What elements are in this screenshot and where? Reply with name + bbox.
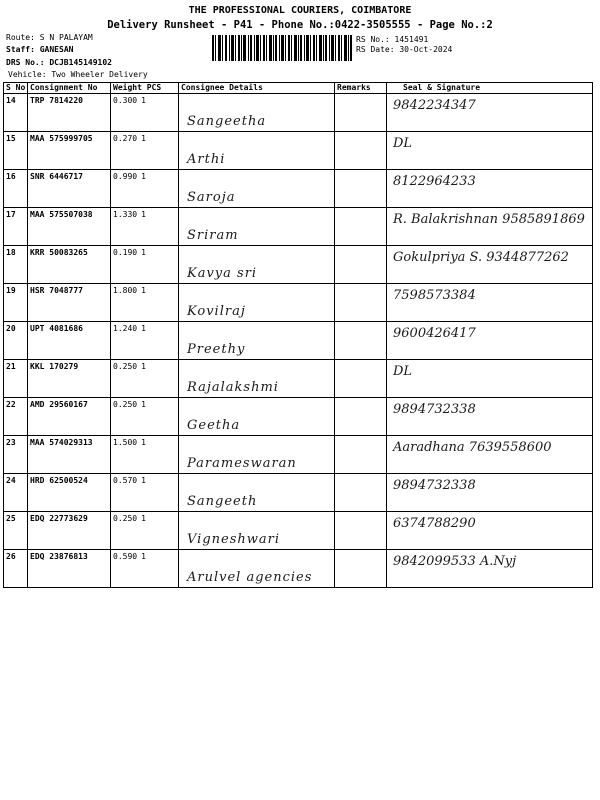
consignee-cell <box>179 512 335 550</box>
table-row <box>4 474 593 512</box>
signature-handwriting: 6374788290 <box>393 516 476 531</box>
signature-handwriting: R. Balakrishnan 9585891869 <box>393 212 585 227</box>
weight-pcs-cell <box>111 436 179 474</box>
rs-date-line <box>356 45 452 55</box>
col-pcs: PCS <box>146 83 162 92</box>
consignee-wrap <box>181 398 332 435</box>
seal-wrap <box>389 284 590 321</box>
col-consignment: Consignment No <box>28 83 111 94</box>
table-row <box>4 322 593 360</box>
consignment-value: UPT 4081686 <box>30 324 83 333</box>
seal-cell <box>387 208 593 246</box>
sno-cell <box>4 550 28 588</box>
sno-value: 17 <box>6 210 16 219</box>
sno-cell <box>4 398 28 436</box>
sno-cell <box>4 284 28 322</box>
signature-handwriting: Gokulpriya S. 9344877262 <box>393 250 569 265</box>
consignee-wrap <box>181 436 332 473</box>
consignee-cell <box>179 474 335 512</box>
seal-cell <box>387 322 593 360</box>
consignment-value: AMD 29560167 <box>30 400 88 409</box>
pcs-value: 1 <box>141 210 146 219</box>
consignment-cell <box>28 474 111 512</box>
weight-value: 0.990 <box>113 172 138 181</box>
sno-cell <box>4 246 28 284</box>
staff-line <box>6 45 73 54</box>
weight-pcs-cell <box>111 512 179 550</box>
weight-value: 0.250 <box>113 514 138 523</box>
seal-wrap <box>389 132 590 169</box>
table-row <box>4 170 593 208</box>
consignment-value: HRD 62500524 <box>30 476 88 485</box>
table-row <box>4 132 593 170</box>
sno-cell <box>4 322 28 360</box>
consignment-cell <box>28 94 111 132</box>
consignment-cell <box>28 512 111 550</box>
vehicle-label: Vehicle: <box>8 70 47 79</box>
consignee-handwriting: Rajalakshmi <box>187 380 279 395</box>
consignee-wrap <box>181 170 332 207</box>
consignment-cell <box>28 398 111 436</box>
sno-cell <box>4 512 28 550</box>
pcs-value: 1 <box>141 514 146 523</box>
remarks-cell <box>335 474 387 512</box>
seal-wrap <box>389 170 590 207</box>
sno-cell <box>4 474 28 512</box>
remarks-cell <box>335 132 387 170</box>
consignment-value: KRR 50083265 <box>30 248 88 257</box>
seal-wrap <box>389 322 590 359</box>
runsheet-table <box>3 82 593 588</box>
sno-cell <box>4 208 28 246</box>
signature-handwriting: 9842099533 A.Nyj <box>393 554 517 569</box>
sno-value: 26 <box>6 552 16 561</box>
rs-date-label: RS Date: <box>356 45 395 54</box>
sno-value: 22 <box>6 400 16 409</box>
consignee-cell <box>179 550 335 588</box>
weight-pcs-cell <box>111 360 179 398</box>
pcs-value: 1 <box>141 476 146 485</box>
sno-value: 19 <box>6 286 16 295</box>
col-sno: S No <box>4 83 28 94</box>
table-row <box>4 94 593 132</box>
remarks-cell <box>335 436 387 474</box>
consignment-cell <box>28 170 111 208</box>
consignment-cell <box>28 360 111 398</box>
consignment-cell <box>28 322 111 360</box>
pcs-value: 1 <box>141 286 146 295</box>
remarks-cell <box>335 360 387 398</box>
signature-handwriting: 9894732338 <box>393 478 476 493</box>
signature-handwriting: DL <box>393 136 413 151</box>
pcs-value: 1 <box>141 400 146 409</box>
seal-cell <box>387 94 593 132</box>
pcs-value: 1 <box>141 172 146 181</box>
consignee-handwriting: Preethy <box>187 342 246 357</box>
seal-cell <box>387 170 593 208</box>
consignment-cell <box>28 132 111 170</box>
rs-info <box>356 35 452 55</box>
consignment-cell <box>28 436 111 474</box>
signature-handwriting: 9894732338 <box>393 402 476 417</box>
seal-cell <box>387 512 593 550</box>
consignee-handwriting: Geetha <box>187 418 241 433</box>
remarks-cell <box>335 398 387 436</box>
consignee-wrap <box>181 132 332 169</box>
consignee-handwriting: Sangeeth <box>187 494 258 509</box>
signature-handwriting: 9600426417 <box>393 326 476 341</box>
pcs-value: 1 <box>141 248 146 257</box>
table-row <box>4 512 593 550</box>
weight-pcs-cell <box>111 94 179 132</box>
col-seal: Seal & Signature <box>387 83 593 94</box>
sno-cell <box>4 94 28 132</box>
sno-value: 18 <box>6 248 16 257</box>
consignment-value: MAA 575999705 <box>30 134 93 143</box>
consignment-cell <box>28 208 111 246</box>
remarks-cell <box>335 512 387 550</box>
route-label: Route: <box>6 33 35 42</box>
weight-value: 0.590 <box>113 552 138 561</box>
consignee-handwriting: Saroja <box>187 190 236 205</box>
sno-value: 14 <box>6 96 16 105</box>
weight-value: 0.270 <box>113 134 138 143</box>
weight-value: 1.800 <box>113 286 138 295</box>
weight-value: 0.190 <box>113 248 138 257</box>
weight-pcs-cell <box>111 398 179 436</box>
seal-cell <box>387 550 593 588</box>
drs-value: DCJB145149102 <box>49 58 112 67</box>
seal-wrap <box>389 246 590 283</box>
consignment-cell <box>28 246 111 284</box>
sno-value: 15 <box>6 134 16 143</box>
remarks-cell <box>335 284 387 322</box>
vehicle-line <box>8 70 148 79</box>
remarks-cell <box>335 94 387 132</box>
route-value: S N PALAYAM <box>39 33 93 42</box>
sno-value: 24 <box>6 476 16 485</box>
barcode-image <box>212 35 352 61</box>
table-row <box>4 208 593 246</box>
runsheet-title: Delivery Runsheet - P41 - Phone No.:0422-3505555 - Page No.:2 <box>107 19 493 31</box>
pcs-value: 1 <box>141 134 146 143</box>
signature-handwriting: Aaradhana 7639558600 <box>393 440 552 455</box>
col-remarks: Remarks <box>335 83 387 94</box>
pcs-value: 1 <box>141 362 146 371</box>
weight-value: 0.250 <box>113 362 138 371</box>
signature-handwriting: 8122964233 <box>393 174 476 189</box>
remarks-cell <box>335 246 387 284</box>
weight-pcs-cell <box>111 132 179 170</box>
consignee-handwriting: Kovilraj <box>187 304 246 319</box>
sno-value: 23 <box>6 438 16 447</box>
weight-pcs-cell <box>111 550 179 588</box>
seal-wrap <box>389 550 590 587</box>
seal-wrap <box>389 474 590 511</box>
table-row <box>4 284 593 322</box>
col-consignee: Consignee Details <box>179 83 335 94</box>
weight-pcs-cell <box>111 322 179 360</box>
consignment-value: EDQ 23876813 <box>30 552 88 561</box>
weight-pcs-cell <box>111 246 179 284</box>
table-row <box>4 398 593 436</box>
consignment-value: SNR 6446717 <box>30 172 83 181</box>
consignee-cell <box>179 246 335 284</box>
seal-cell <box>387 474 593 512</box>
drs-line <box>6 58 112 67</box>
signature-handwriting: DL <box>393 364 413 379</box>
consignee-wrap <box>181 322 332 359</box>
remarks-cell <box>335 322 387 360</box>
table-row <box>4 436 593 474</box>
remarks-cell <box>335 550 387 588</box>
consignee-cell <box>179 170 335 208</box>
seal-wrap <box>389 208 590 245</box>
signature-handwriting: 7598573384 <box>393 288 476 303</box>
consignee-wrap <box>181 94 332 131</box>
remarks-cell <box>335 208 387 246</box>
rs-no-value: 1451491 <box>394 35 429 44</box>
weight-pcs-cell <box>111 474 179 512</box>
drs-label: DRS No.: <box>6 58 45 67</box>
table-row <box>4 246 593 284</box>
sno-value: 20 <box>6 324 16 333</box>
col-weight-pcs <box>111 83 179 94</box>
consignee-handwriting: Arulvel agencies <box>187 570 313 585</box>
seal-cell <box>387 398 593 436</box>
consignee-wrap <box>181 284 332 321</box>
seal-wrap <box>389 398 590 435</box>
sno-cell <box>4 170 28 208</box>
consignee-cell <box>179 322 335 360</box>
pcs-value: 1 <box>141 324 146 333</box>
company-title: THE PROFESSIONAL COURIERS, COIMBATORE <box>188 5 412 16</box>
staff-value: GANESAN <box>39 45 74 54</box>
consignee-wrap <box>181 360 332 397</box>
seal-wrap <box>389 360 590 397</box>
remarks-cell <box>335 170 387 208</box>
col-weight: Weight <box>113 83 142 92</box>
sno-cell <box>4 132 28 170</box>
signature-handwriting: 9842234347 <box>393 98 476 113</box>
table-row <box>4 360 593 398</box>
weight-value: 0.250 <box>113 400 138 409</box>
seal-wrap <box>389 436 590 473</box>
table-header-row <box>4 83 593 94</box>
consignee-handwriting: Sangeetha <box>187 114 267 129</box>
seal-wrap <box>389 94 590 131</box>
staff-label: Staff: <box>6 45 35 54</box>
weight-value: 1.500 <box>113 438 138 447</box>
consignment-cell <box>28 550 111 588</box>
consignee-wrap <box>181 512 332 549</box>
consignee-cell <box>179 436 335 474</box>
consignee-handwriting: Vigneshwari <box>187 532 280 547</box>
consignee-cell <box>179 208 335 246</box>
consignee-cell <box>179 132 335 170</box>
route-line <box>6 33 93 42</box>
weight-value: 1.240 <box>113 324 138 333</box>
table-body <box>4 94 593 588</box>
consignment-cell <box>28 284 111 322</box>
seal-cell <box>387 284 593 322</box>
consignee-handwriting: Sriram <box>187 228 239 243</box>
consignee-cell <box>179 284 335 322</box>
consignee-cell <box>179 94 335 132</box>
consignee-wrap <box>181 246 332 283</box>
pcs-value: 1 <box>141 438 146 447</box>
consignment-value: MAA 574029313 <box>30 438 93 447</box>
consignee-wrap <box>181 550 332 587</box>
consignee-cell <box>179 360 335 398</box>
seal-cell <box>387 132 593 170</box>
weight-value: 0.300 <box>113 96 138 105</box>
consignee-wrap <box>181 208 332 245</box>
table-row <box>4 550 593 588</box>
consignee-handwriting: Kavya sri <box>187 266 258 281</box>
weight-pcs-cell <box>111 170 179 208</box>
rs-no-line <box>356 35 452 45</box>
sno-cell <box>4 360 28 398</box>
consignee-cell <box>179 398 335 436</box>
sno-cell <box>4 436 28 474</box>
consignment-value: KKL 170279 <box>30 362 79 371</box>
weight-pcs-cell <box>111 208 179 246</box>
consignee-handwriting: Parameswaran <box>187 456 297 471</box>
seal-cell <box>387 246 593 284</box>
weight-pcs-cell <box>111 284 179 322</box>
weight-value: 0.570 <box>113 476 138 485</box>
consignee-handwriting: Arthi <box>187 152 226 167</box>
sno-value: 16 <box>6 172 16 181</box>
rs-date-value: 30-Oct-2024 <box>399 45 453 54</box>
consignment-value: EDQ 22773629 <box>30 514 88 523</box>
consignee-wrap <box>181 474 332 511</box>
sno-value: 21 <box>6 362 16 371</box>
pcs-value: 1 <box>141 552 146 561</box>
weight-value: 1.330 <box>113 210 138 219</box>
seal-wrap <box>389 512 590 549</box>
consignment-value: MAA 575507038 <box>30 210 93 219</box>
consignment-value: HSR 7048777 <box>30 286 83 295</box>
seal-cell <box>387 360 593 398</box>
vehicle-value: Two Wheeler Delivery <box>51 70 148 79</box>
consignment-value: TRP 7814220 <box>30 96 83 105</box>
pcs-value: 1 <box>141 96 146 105</box>
sno-value: 25 <box>6 514 16 523</box>
seal-cell <box>387 436 593 474</box>
rs-no-label: RS No.: <box>356 35 390 44</box>
